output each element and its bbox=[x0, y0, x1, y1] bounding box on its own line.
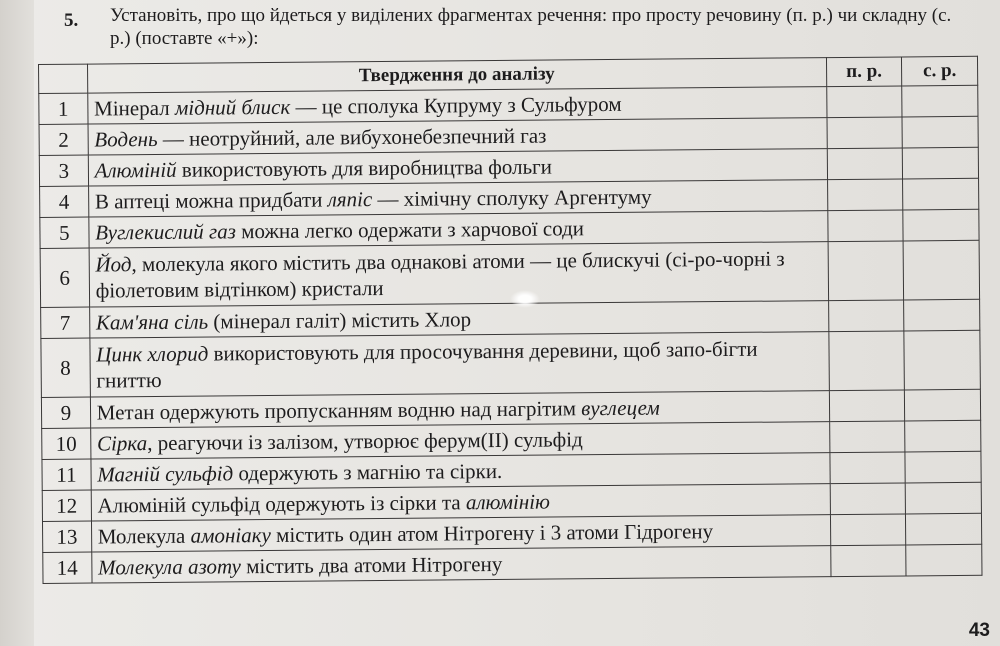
complex-substance-answer-cell[interactable] bbox=[905, 420, 981, 452]
statement-fragment: (мінерал галіт) містить Хлор bbox=[207, 307, 472, 334]
complex-substance-answer-cell[interactable] bbox=[902, 85, 978, 117]
simple-substance-answer-cell[interactable] bbox=[826, 86, 902, 118]
simple-substance-answer-cell[interactable] bbox=[828, 241, 904, 301]
complex-substance-answer-cell[interactable] bbox=[902, 116, 978, 148]
highlighted-fragment: Молекула азоту bbox=[97, 554, 241, 580]
row-number: 14 bbox=[43, 552, 92, 583]
statement-fragment: використовують для виробництва фольги bbox=[176, 154, 553, 182]
row-number: 7 bbox=[41, 307, 90, 338]
page-fold-shadow bbox=[0, 0, 34, 646]
highlighted-fragment: Магній сульфід bbox=[97, 461, 234, 487]
statement-fragment: Метан одержують пропусканням водню над нагрітим bbox=[96, 396, 582, 425]
statement-fragment: — хімічну сполуку Аргентуму bbox=[372, 184, 652, 212]
row-number: 12 bbox=[42, 490, 91, 521]
statement-fragment: — це сполука Купруму з Сульфуром bbox=[290, 91, 622, 119]
highlighted-fragment: Алюміній bbox=[94, 157, 177, 183]
task-instruction: Установіть, про що йдеться у виділених фрагментах речення: про просту речовину (п. р.) чи складну (с. р.) (поставте «+»): bbox=[110, 5, 952, 49]
complex-substance-answer-cell[interactable] bbox=[906, 513, 982, 545]
statement-fragment: використовують для просочування деревини, щоб запо-бігти гниттю bbox=[96, 336, 758, 393]
highlighted-fragment: Цинк хлорид bbox=[96, 341, 209, 367]
highlighted-fragment: Йод bbox=[95, 252, 132, 277]
statements-table bbox=[38, 56, 983, 584]
simple-substance-answer-cell[interactable] bbox=[827, 179, 903, 211]
table-body bbox=[39, 85, 982, 583]
statement-fragment: містить два атоми Нітрогену bbox=[240, 551, 503, 579]
glare-spot bbox=[510, 290, 540, 308]
statement-fragment: Алюміній сульфід одержують із сірки та bbox=[97, 490, 467, 518]
highlighted-fragment: вуглецем bbox=[581, 395, 660, 421]
statement-fragment: одержують з магнію та сірки. bbox=[233, 458, 503, 486]
highlighted-fragment: мідний блиск bbox=[174, 94, 291, 120]
header-complex-substance: с. р. bbox=[902, 56, 978, 86]
header-simple-substance: п. р. bbox=[826, 57, 902, 87]
highlighted-fragment: ляпіс bbox=[327, 187, 373, 212]
complex-substance-answer-cell[interactable] bbox=[904, 299, 980, 331]
row-number: 11 bbox=[42, 459, 91, 490]
row-number: 6 bbox=[40, 248, 89, 307]
table-row bbox=[41, 330, 980, 397]
simple-substance-answer-cell[interactable] bbox=[829, 331, 905, 391]
header-number bbox=[39, 64, 88, 93]
complex-substance-answer-cell[interactable] bbox=[903, 147, 979, 179]
complex-substance-answer-cell[interactable] bbox=[905, 389, 981, 421]
simple-substance-answer-cell[interactable] bbox=[829, 421, 905, 453]
simple-substance-answer-cell[interactable] bbox=[830, 452, 906, 484]
header-statement: Твердження до аналізу bbox=[87, 58, 826, 93]
statement-fragment: , молекула якого містить два однакові атоми — це блискучі (сі-ро-чорні з фіолетовим відтінком) кристали bbox=[95, 246, 785, 303]
simple-substance-answer-cell[interactable] bbox=[830, 545, 906, 577]
statement-fragment: , реагуючи із залізом, утворює ферум(II) сульфід bbox=[147, 427, 583, 456]
simple-substance-answer-cell[interactable] bbox=[827, 117, 903, 149]
page-number: 43 bbox=[968, 620, 990, 641]
row-number: 10 bbox=[42, 428, 91, 459]
statement-fragment: Молекула bbox=[97, 523, 191, 549]
row-number: 8 bbox=[41, 338, 90, 397]
simple-substance-answer-cell[interactable] bbox=[827, 210, 903, 242]
statement-fragment: В аптеці можна придбати bbox=[94, 187, 328, 214]
complex-substance-answer-cell[interactable] bbox=[903, 209, 979, 241]
complex-substance-answer-cell[interactable] bbox=[905, 451, 981, 483]
highlighted-fragment: алюмінію bbox=[465, 489, 550, 515]
simple-substance-answer-cell[interactable] bbox=[829, 390, 905, 422]
row-number: 1 bbox=[39, 93, 88, 124]
complex-substance-answer-cell[interactable] bbox=[904, 330, 980, 390]
statement-text bbox=[91, 546, 830, 583]
simple-substance-answer-cell[interactable] bbox=[827, 148, 903, 180]
complex-substance-answer-cell[interactable] bbox=[903, 240, 979, 300]
row-number: 3 bbox=[39, 155, 88, 186]
row-number: 13 bbox=[42, 521, 91, 552]
complex-substance-answer-cell[interactable] bbox=[906, 544, 982, 576]
simple-substance-answer-cell[interactable] bbox=[830, 514, 906, 546]
highlighted-fragment: Кам'яна сіль bbox=[95, 309, 209, 335]
highlighted-fragment: Сірка bbox=[96, 431, 148, 456]
simple-substance-answer-cell[interactable] bbox=[830, 483, 906, 515]
statement-text bbox=[90, 332, 829, 397]
highlighted-fragment: Водень bbox=[94, 126, 158, 152]
statement-fragment: Мінерал bbox=[93, 95, 176, 121]
highlighted-fragment: Вуглекислий газ bbox=[95, 219, 236, 245]
simple-substance-answer-cell[interactable] bbox=[828, 300, 904, 332]
complex-substance-answer-cell[interactable] bbox=[903, 178, 979, 210]
complex-substance-answer-cell[interactable] bbox=[906, 482, 982, 514]
row-number: 4 bbox=[40, 186, 89, 217]
row-number: 5 bbox=[40, 217, 89, 248]
statement-text bbox=[89, 242, 828, 307]
statement-fragment: можна легко одержати з харчової соди bbox=[235, 216, 585, 244]
row-number: 2 bbox=[39, 124, 88, 155]
highlighted-fragment: амоніаку bbox=[190, 522, 271, 548]
statement-fragment: містить один атом Нітрогену і 3 атоми Гідрогену bbox=[270, 519, 714, 547]
row-number: 9 bbox=[41, 397, 90, 428]
statement-fragment: — неотруйний, але вибухонебезпечний газ bbox=[157, 123, 547, 151]
task-number: 5. bbox=[64, 10, 79, 31]
